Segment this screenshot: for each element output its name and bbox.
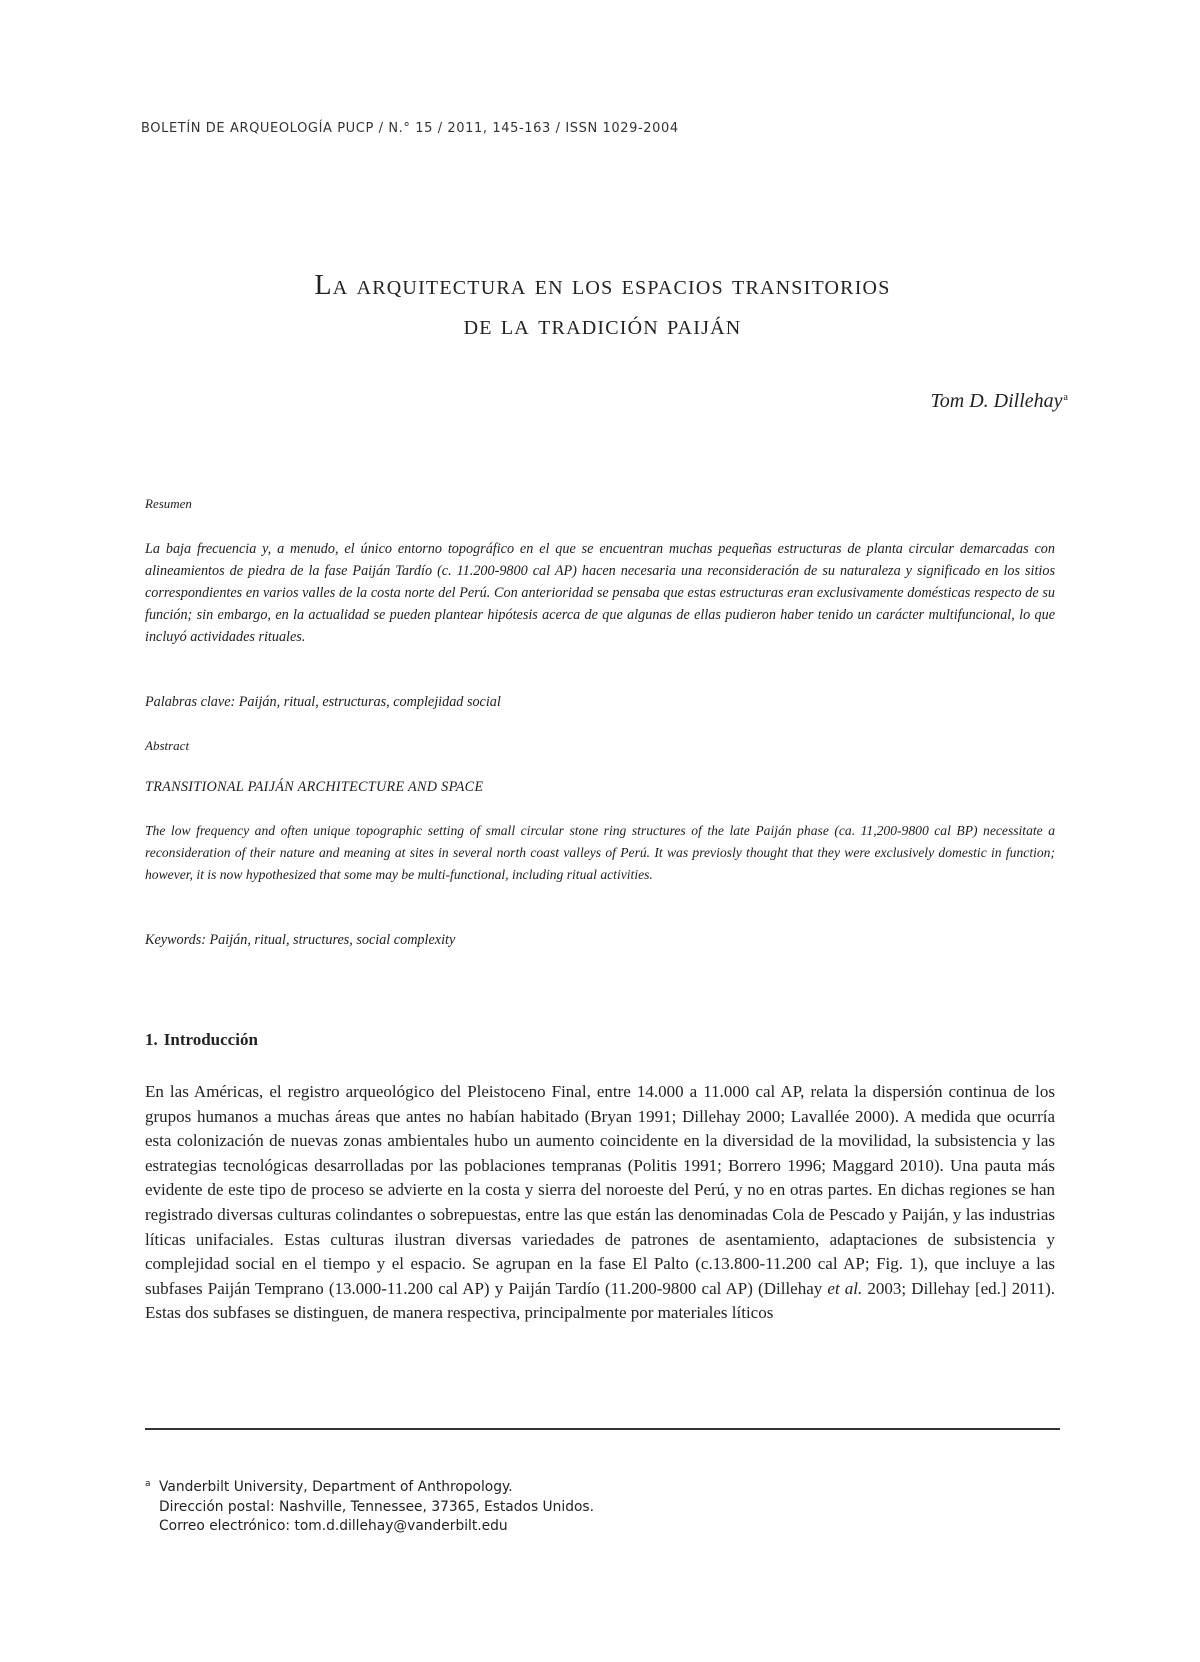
abstract-title: TRANSITIONAL PAIJÁN ARCHITECTURE AND SPACE xyxy=(145,779,484,795)
footnote-address: Dirección postal: Nashville, Tennessee, 37365, Estados Unidos. xyxy=(159,1498,594,1515)
running-header: BOLETÍN DE ARQUEOLOGÍA PUCP / N.° 15 / 2011, 145-163 / ISSN 1029-2004 xyxy=(141,121,679,136)
intro-text-part-1: En las Américas, el registro arqueológico del Pleistoceno Final, entre 14.000 a 11.000 cal AP, relata la dispersión continua de los grupos humanos a muchas áreas que antes no habían habitado (Bryan 1991; Dillehay 2000; Lavallée 2000). A medida que ocurría esta colonización de nuevas zonas ambientales hubo un aumento coincidente en la diversidad de la movilidad, la subsistencia y las estrategias tecnológicas desarrolladas por las poblaciones tempranas (Politis 1991; Borrero 1996; Maggard 2010). Una pauta más evidente de este tipo de proceso se advierte en la costa y sierra del noroeste del Perú, y no en otras partes. En dichas regiones se han registrado diversas culturas colindantes o sobrepuestas, entre las que están las denominadas Cola de Pescado y Paiján, y las industrias líticas unifaciales. Estas culturas ilustran diversas variedades de patrones de asentamiento, adaptaciones de subsistencia y complejidad social en el tiempo y el espacio. Se agrupan en la fase El Palto (c.13.800-11.200 cal AP; Fig. 1), que incluye a las subfases Paiján Temprano (13.000-11.200 cal AP) y Paiján Tardío (11.200-9800 cal AP) (Dillehay xyxy=(145,1082,1055,1298)
author-name: Tom D. Dillehay xyxy=(930,390,1063,412)
author-footnote-mark: a xyxy=(1063,392,1068,403)
intro-text-part-2: 2003; Dillehay [ed.] 2011). Estas dos subfases se distinguen, de manera respectiva, principalmente por materiales líticos xyxy=(145,1278,1055,1323)
intro-body xyxy=(145,1080,1055,1326)
footnote-divider xyxy=(145,1428,1060,1430)
footnote-email: Correo electrónico: tom.d.dillehay@vanderbilt.edu xyxy=(159,1518,508,1534)
intro-paragraph xyxy=(145,1080,1055,1326)
title-line-2: de la tradición paiján xyxy=(463,310,742,341)
footnote xyxy=(145,1478,594,1537)
footnote-affiliation: Vanderbilt University, Department of Anthropology. xyxy=(159,1479,513,1495)
resumen-heading: Resumen xyxy=(145,496,192,511)
abstract-heading: Abstract xyxy=(145,738,190,753)
section-number: 1. xyxy=(145,1030,158,1049)
resumen-body: La baja frecuencia y, a menudo, el único entorno topográfico en el que se encuentran muchas pequeñas estructuras de planta circular demarcadas con alineamientos de piedra de la fase Paiján Tardío (c. 11.200-9800 cal AP) hacen necesaria una reconsideración de su naturaleza y significado en los sitios correspondientes en varios valles de la costa norte del Perú. Con anterioridad se pensaba que estas estructuras eran exclusivamente domésticas respecto de su función; sin embargo, en la actualidad se pueden plantear hipótesis acerca de que algunas de ellas pudieron haber tenido un carácter multifuncional, lo que incluyó actividades rituales. xyxy=(145,541,1055,645)
section-heading xyxy=(145,1030,264,1050)
intro-et-al: et al. xyxy=(827,1278,863,1298)
section-title: Introducción xyxy=(163,1030,258,1049)
keywords: Keywords: Paiján, ritual, structures, social complexity xyxy=(145,932,456,948)
article-title xyxy=(140,266,1065,346)
author-byline xyxy=(931,390,1069,413)
palabras-clave: Palabras clave: Paiján, ritual, estructuras, complejidad social xyxy=(145,694,501,710)
abstract-body: The low frequency and often unique topographic setting of small circular stone ring structures of the late Paiján phase (ca. 11,200-9800 cal BP) necessitate a reconsideration of their nature and meaning at sites in several north coast valleys of Perú. It was previosly thought that they were exclusively domestic in function; however, it is now hypothesized that some may be multi-functional, including ritual activities. xyxy=(145,823,1055,882)
footnote-mark: a xyxy=(145,1479,151,1489)
title-line-1: La arquitectura en los espacios transitorios xyxy=(314,270,891,301)
